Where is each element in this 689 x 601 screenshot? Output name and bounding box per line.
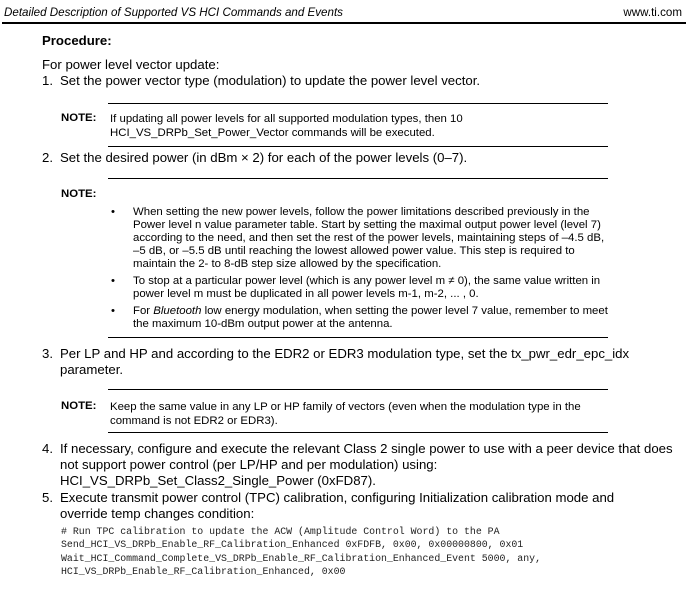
note-label: NOTE:: [61, 188, 97, 200]
step-text: Set the desired power (in dBm × 2) for each of the power levels (0–7).: [60, 150, 468, 165]
step-text: Per LP and HP and according to the EDR2 or EDR3 modulation type, set the tx_pwr_edr_epc_idx parameter.: [60, 346, 630, 377]
note-rule-bottom: [108, 337, 608, 338]
bullet-text: To stop at a particular power level (which is any power level m ≠ 0), the same value written in power level m must be duplicated in all power levels m-1, m-2, ... , 0.: [133, 275, 601, 300]
note-rule-top: [108, 389, 608, 390]
step-number: 4.: [42, 441, 53, 456]
bullet-marker: •: [111, 206, 115, 218]
step-number: 5.: [42, 490, 53, 505]
header-rule: [2, 22, 686, 24]
code-line: Wait_HCI_Command_Complete_VS_DRPb_Enable_RF_Calibration_Enhanced_Event 5000, any,: [61, 552, 542, 564]
bullet-marker: •: [111, 305, 115, 317]
note-rule-top: [108, 103, 608, 104]
bullet-text-part: For: [133, 305, 154, 317]
note-text: If updating all power levels for all supported modulation types, then 10 HCI_VS_DRPb_Set_Power_Vector commands will be executed.: [110, 113, 463, 139]
step-text: Execute transmit power control (TPC) calibration, configuring Initialization calibration mode and override temp changes condition:: [60, 490, 615, 521]
note-rule-bottom: [108, 146, 608, 147]
code-line: Send_HCI_VS_DRPb_Enable_RF_Calibration_Enhanced 0xFDFB, 0x00, 0x00000800, 0x01: [61, 539, 524, 551]
bullet-text: [133, 305, 613, 331]
running-header-site: www.ti.com: [623, 6, 682, 19]
note-label: NOTE:: [61, 112, 97, 124]
step-number: 2.: [42, 150, 53, 165]
step-1: [42, 73, 682, 89]
bullet-text-part: low energy modulation, when setting the power level 7 value, remember to meet the maximum 10-dBm output power at the antenna.: [133, 305, 608, 330]
step-number: 1.: [42, 73, 53, 88]
bluetooth-term: Bluetooth: [153, 305, 202, 317]
note-rule-top: [108, 178, 608, 179]
code-line: # Run TPC calibration to update the ACW (Amplitude Control Word) to the PA: [61, 526, 500, 537]
bullet-marker: •: [111, 275, 115, 287]
step-2: [42, 150, 682, 166]
note-label: NOTE:: [61, 400, 97, 412]
code-block: [61, 525, 541, 578]
code-line: HCI_VS_DRPb_Enable_RF_Calibration_Enhanced, 0x00: [61, 565, 346, 577]
step-number: 3.: [42, 346, 53, 361]
step-text: If necessary, configure and execute the relevant Class 2 single power to use with a peer device that does not support power control (per LP/HP and per modulation) using: HCI_VS_DRPb_Set_Class2_Single_Power (0xFD87).: [60, 441, 673, 488]
procedure-intro: For power level vector update:: [42, 57, 220, 72]
step-3: [42, 346, 667, 378]
note-text: Keep the same value in any LP or HP family of vectors (even when the modulation type in the command is not EDR2 or EDR3).: [110, 401, 581, 427]
step-text: Set the power vector type (modulation) to update the power level vector.: [60, 73, 481, 88]
note-rule-bottom: [108, 432, 608, 433]
running-header-title: Detailed Description of Supported VS HCI Commands and Events: [4, 6, 343, 19]
step-5: [42, 490, 662, 522]
step-4: [42, 441, 687, 489]
bullet-text: When setting the new power levels, follow the power limitations described previously in the Power level n value parameter table. Start by setting the maximal output power level (level 7) according to the need, and then set the rest of the power levels, maintaining steps of –4.5 dB, –5 dB, or –5.5 dB until reaching the lowest allowed power value. This step is required to maintain the 2- to 8-dB step size allowed by the specification.: [133, 206, 605, 270]
procedure-heading: Procedure:: [42, 33, 112, 48]
